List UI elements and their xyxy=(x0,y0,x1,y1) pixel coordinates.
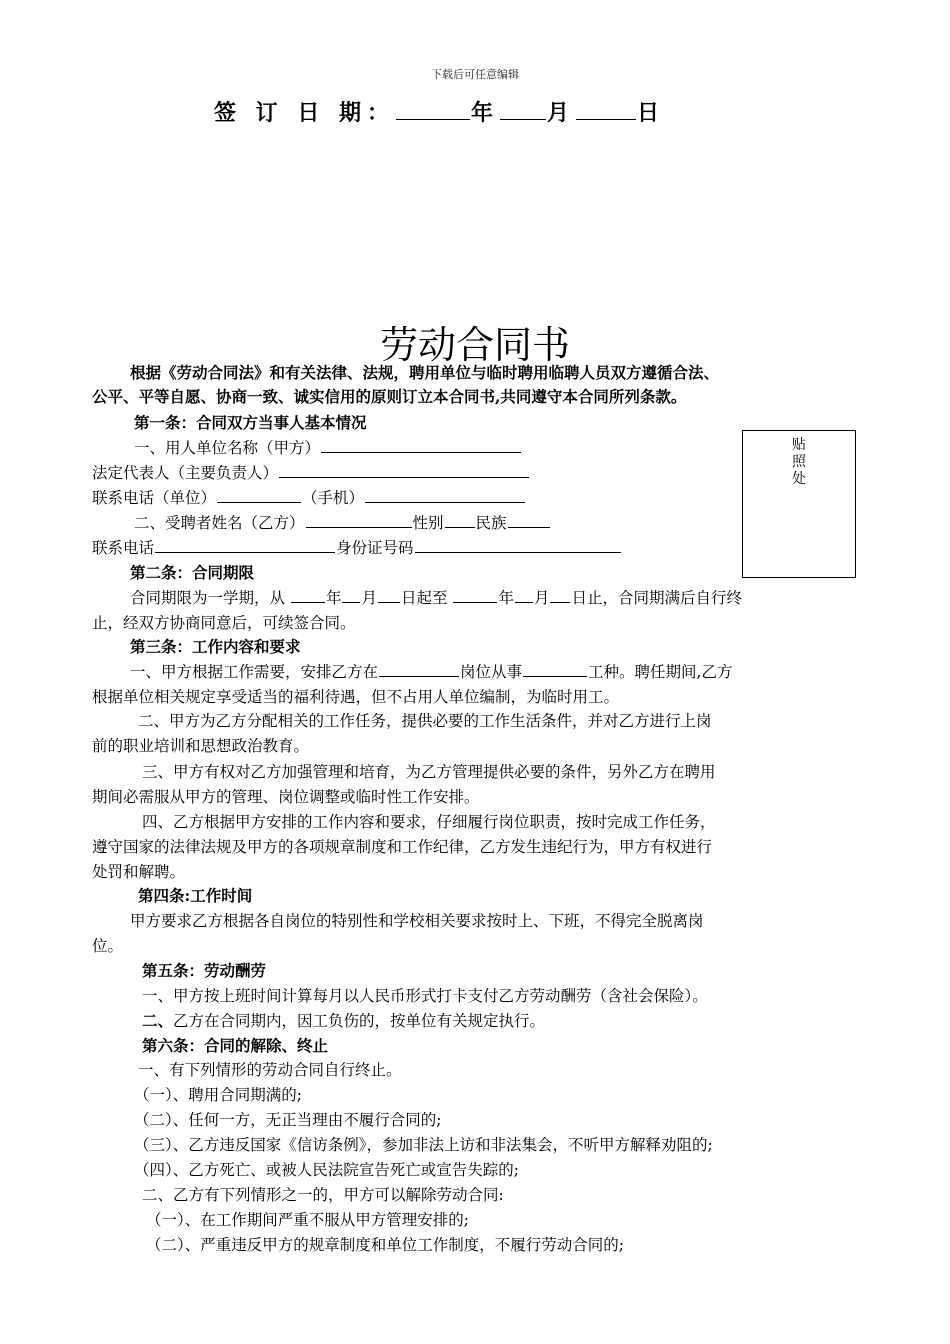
sign-date-line xyxy=(214,96,665,127)
article-3-p4-line-3: 处罚和解聘。 xyxy=(92,863,186,881)
end-month-label: 月 xyxy=(533,589,550,607)
document-title: 劳动合同书 xyxy=(379,323,570,367)
id-blank[interactable] xyxy=(415,537,621,553)
article-2-heading: 第二条：合同期限 xyxy=(130,563,255,582)
article-3-heading: 第三条：工作内容和要求 xyxy=(130,637,301,656)
article-4-line-2: 位。 xyxy=(92,937,124,955)
article-3-p4-line-1: 四、乙方根据甲方安排的工作内容和要求，仔细履行岗位职责，按时完成工作任务， xyxy=(142,813,716,831)
header-note: 下载后可任意编辑 xyxy=(431,68,519,81)
phone-blank[interactable] xyxy=(155,537,335,553)
employer-blank[interactable] xyxy=(321,437,521,453)
article-6-p2-item-1: （一）、在工作期间严重不服从甲方管理安排的; xyxy=(146,1211,469,1229)
article-6-p2: 二、乙方有下列情形之一的，甲方可以解除劳动合同: xyxy=(142,1186,504,1204)
from-label: 日起至 xyxy=(400,589,448,607)
position-blank[interactable] xyxy=(379,661,459,677)
phone-label: 联系电话 xyxy=(92,539,155,557)
article-6-heading: 第六条：合同的解除、终止 xyxy=(142,1036,329,1055)
day-blank[interactable] xyxy=(576,99,636,120)
article-5-heading: 第五条：劳动酬劳 xyxy=(142,961,267,980)
article-3-p1-line-1 xyxy=(130,661,732,683)
mobile-label: （手机） xyxy=(302,489,365,507)
job-type-blank[interactable] xyxy=(523,661,587,677)
employee-row xyxy=(134,512,551,534)
ethnicity-label: 民族 xyxy=(475,514,507,532)
phone-unit-label: 联系电话（单位） xyxy=(92,489,217,507)
photo-label-3: 处 xyxy=(792,471,806,487)
photo-label-1: 贴 xyxy=(792,437,806,453)
end-year-label: 年 xyxy=(498,589,514,607)
legal-rep-label: 法定代表人（主要负责人） xyxy=(92,464,279,482)
gender-blank[interactable] xyxy=(445,512,475,528)
article-2-line-2: 止，经双方协商同意后，可续签合同。 xyxy=(92,614,356,632)
article-4-line-1: 甲方要求乙方根据各自岗位的特别性和学校相关要求按时上、下班，不得完全脱离岗 xyxy=(130,912,704,930)
start-year-label: 年 xyxy=(325,589,342,607)
start-year-blank[interactable] xyxy=(291,587,325,603)
article-3-p3-line-2: 期间必需服从甲方的管理、岗位调整或临时性工作安排。 xyxy=(92,788,480,806)
month-label: 月 xyxy=(547,101,576,126)
article-3-p4-line-2: 遵守国家的法律法规及甲方的各项规章制度和工作纪律，乙方发生违纪行为，甲方有权进行 xyxy=(92,838,713,856)
phone-unit-row xyxy=(92,487,526,509)
end-day-blank[interactable] xyxy=(550,587,570,603)
a3-p1-text-3: 工种。聘任期间,乙方 xyxy=(588,663,733,681)
start-day-blank[interactable] xyxy=(378,587,400,603)
article-3-p2-line-1: 二、甲方为乙方分配相关的工作任务，提供必要的工作生活条件，并对乙方进行上岗 xyxy=(138,712,712,730)
term-text-1: 合同期限为一学期，从 xyxy=(130,589,286,607)
legal-rep-blank[interactable] xyxy=(279,462,529,478)
a3-p1-text-1: 一、甲方根据工作需要，安排乙方在 xyxy=(130,663,379,681)
ethnicity-blank[interactable] xyxy=(508,512,550,528)
id-label: 身份证号码 xyxy=(336,539,414,557)
intro-line-2: 公平、平等自愿、协商一致、诚实信用的原则订立本合同书,共同遵守本合同所列条款。 xyxy=(92,387,687,406)
term-row xyxy=(130,587,742,609)
start-month-label: 月 xyxy=(361,589,377,607)
article-3-p1-line-2: 根据单位相关规定享受适当的福利待遇，但不占用人单位编制，为临时用工。 xyxy=(92,688,620,706)
employee-blank[interactable] xyxy=(306,512,412,528)
legal-rep-row xyxy=(92,462,530,484)
article-6-p2-item-2: （二）、严重违反甲方的规章制度和单位工作制度，不履行劳动合同的; xyxy=(146,1236,624,1254)
start-month-blank[interactable] xyxy=(342,587,360,603)
article-5-p2-number: 二、 xyxy=(142,1011,174,1030)
gender-label: 性别 xyxy=(412,514,444,532)
end-year-blank[interactable] xyxy=(453,587,497,603)
article-5-p1: 一、甲方按上班时间计算每月以人民币形式打卡支付乙方劳动酬劳（含社会保险）。 xyxy=(142,987,708,1005)
article-1-heading: 第一条：合同双方当事人基本情况 xyxy=(134,413,367,432)
year-blank[interactable] xyxy=(396,99,470,120)
employer-label: 一、用人单位名称（甲方） xyxy=(134,439,321,457)
article-3-p2-line-2: 前的职业培训和思想政治教育。 xyxy=(92,737,310,755)
employee-label: 二、受聘者姓名（乙方） xyxy=(134,514,305,532)
photo-box xyxy=(742,430,856,578)
employer-row xyxy=(134,437,522,459)
day-label: 日 xyxy=(637,101,666,126)
article-6-p1-item-3: （三）、乙方违反国家《信访条例》，参加非法上访和非法集会，不听甲方解释劝阻的; xyxy=(134,1136,713,1154)
phone-unit-blank[interactable] xyxy=(217,487,301,503)
article-6-p1: 一、有下列情形的劳动合同自行终止。 xyxy=(138,1061,402,1079)
article-6-p1-item-2: （二）、任何一方，无正当理由不履行合同的; xyxy=(134,1111,442,1129)
article-6-p1-item-1: （一）、聘用合同期满的; xyxy=(134,1086,302,1104)
article-3-p3-line-1: 三、甲方有权对乙方加强管理和培育，为乙方管理提供必要的条件，另外乙方在聘用 xyxy=(142,763,716,781)
sign-date-label: 签 订 日 期： xyxy=(214,101,395,126)
article-6-p1-item-4: （四）、乙方死亡、或被人民法院宣告死亡或宣告失踪的; xyxy=(134,1161,519,1179)
article-5-p2 xyxy=(142,1010,545,1032)
to-label: 日止，合同期满后自行终 xyxy=(571,589,742,607)
photo-label-2: 照 xyxy=(792,454,806,470)
contact-row xyxy=(92,537,622,559)
year-label: 年 xyxy=(470,101,499,126)
end-month-blank[interactable] xyxy=(515,587,533,603)
article-5-p2-text: 乙方在合同期内，因工负伤的，按单位有关规定执行。 xyxy=(173,1012,546,1030)
a3-p1-text-2: 岗位从事 xyxy=(460,663,523,681)
intro-line-1: 根据《劳动合同法》和有关法律、法规，聘用单位与临时聘用临聘人员双方遵循合法、 xyxy=(130,363,720,382)
mobile-blank[interactable] xyxy=(365,487,525,503)
month-blank[interactable] xyxy=(500,99,546,120)
article-4-heading: 第四条:工作时间 xyxy=(138,886,253,905)
